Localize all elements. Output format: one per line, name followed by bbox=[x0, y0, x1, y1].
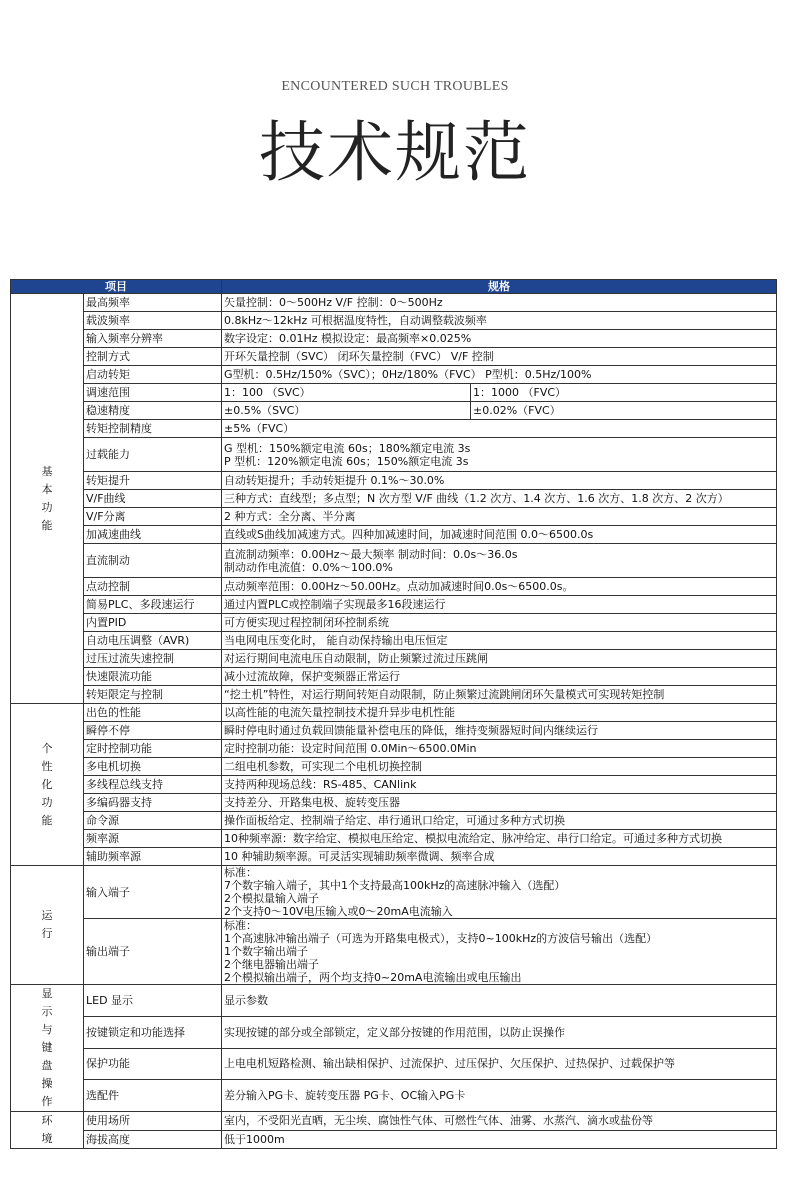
category-char: 作 bbox=[41, 1095, 53, 1108]
table-row bbox=[11, 776, 777, 794]
item-cell: 内置PID bbox=[84, 614, 222, 632]
item-cell: 瞬停不停 bbox=[84, 722, 222, 740]
table-row bbox=[11, 526, 777, 544]
spec-cell: 实现按键的部分或全部锁定，定义部分按键的作用范围，以防止误操作 bbox=[222, 1016, 777, 1048]
category-char: 境 bbox=[41, 1132, 53, 1145]
spec-cell: 瞬时停电时通过负载回馈能量补偿电压的降低，维持变频器短时间内继续运行 bbox=[222, 722, 777, 740]
item-cell: LED 显示 bbox=[84, 985, 222, 1017]
spec-line: 1个高速脉冲输出端子（可选为开路集电极式），支持0~100kHz的方波信号输出（选配） bbox=[224, 932, 658, 945]
spec-line: 1个数字输出端子 bbox=[224, 945, 308, 958]
spec-cell: 定时控制功能：设定时间范围 0.0Min～6500.0Min bbox=[222, 740, 777, 758]
spec-cell bbox=[222, 438, 777, 472]
category-char: 行 bbox=[41, 927, 53, 940]
header-spec: 规格 bbox=[222, 280, 777, 294]
table-row bbox=[11, 1048, 777, 1080]
category-char: 键 bbox=[41, 1041, 53, 1054]
spec-cell: 数字设定：0.01Hz 模拟设定：最高频率×0.025% bbox=[222, 330, 777, 348]
table-row bbox=[11, 330, 777, 348]
spec-line: 标准： bbox=[224, 919, 257, 932]
table-row bbox=[11, 650, 777, 668]
table-row bbox=[11, 438, 777, 472]
page-subtitle: ENCOUNTERED SUCH TROUBLES bbox=[281, 79, 509, 94]
item-cell: 多线程总线支持 bbox=[84, 776, 222, 794]
spec-cell: 直线或S曲线加减速方式。四种加减速时间，加减速时间范围 0.0～6500.0s bbox=[222, 526, 777, 544]
spec-cell: 三种方式：直线型；多点型；N 次方型 V/F 曲线（1.2 次方、1.4 次方、1.6 次方、1.8 次方、2 次方） bbox=[222, 490, 777, 508]
table-row bbox=[11, 614, 777, 632]
spec-cell: 点动频率范围：0.00Hz～50.00Hz。点动加减速时间0.0s～6500.0s。 bbox=[222, 578, 777, 596]
spec-cell bbox=[222, 866, 777, 919]
table-row bbox=[11, 544, 777, 578]
item-cell: 最高频率 bbox=[84, 294, 222, 312]
spec-cell: 操作面板给定、控制端子给定、串行通讯口给定，可通过多种方式切换 bbox=[222, 812, 777, 830]
spec-cell: 通过内置PLC或控制端子实现最多16段速运行 bbox=[222, 596, 777, 614]
category-char: 显 bbox=[41, 987, 53, 1000]
category-char: 化 bbox=[41, 777, 53, 791]
item-cell: V/F曲线 bbox=[84, 490, 222, 508]
table-row bbox=[11, 294, 777, 312]
spec-cell: 2 种方式：全分离、半分离 bbox=[222, 508, 777, 526]
table-row bbox=[11, 348, 777, 366]
table-row bbox=[11, 312, 777, 330]
spec-cell: 开环矢量控制（SVC） 闭环矢量控制（FVC） V/F 控制 bbox=[222, 348, 777, 366]
table-row bbox=[11, 366, 777, 384]
category-char: 示 bbox=[41, 1005, 53, 1018]
category-label bbox=[11, 985, 84, 1112]
table-row bbox=[11, 919, 777, 985]
header-item: 项目 bbox=[11, 280, 222, 294]
category-char: 运 bbox=[41, 909, 53, 922]
item-cell: 选配件 bbox=[84, 1080, 222, 1112]
table-row bbox=[11, 596, 777, 614]
spec-cell: 自动转矩提升；手动转矩提升 0.1%～30.0% bbox=[222, 472, 777, 490]
item-cell: 海拔高度 bbox=[84, 1130, 222, 1149]
category-char: 能 bbox=[41, 518, 53, 532]
spec-line: P 型机：120%额定电流 60s；150%额定电流 3s bbox=[224, 454, 469, 468]
item-cell: 点动控制 bbox=[84, 578, 222, 596]
table-row bbox=[11, 686, 777, 704]
table-row bbox=[11, 1080, 777, 1112]
category-char: 能 bbox=[41, 813, 53, 827]
spec-line: 2个模拟输出端子，两个均支持0~20mA电流输出或电压输出 bbox=[224, 971, 522, 984]
spec-cell: 矢量控制：0～500Hz V/F 控制：0～500Hz bbox=[222, 294, 777, 312]
table-row bbox=[11, 812, 777, 830]
spec-cell: 0.8kHz～12kHz 可根据温度特性，自动调整载波频率 bbox=[222, 312, 777, 330]
item-cell: V/F分离 bbox=[84, 508, 222, 526]
item-cell: 控制方式 bbox=[84, 348, 222, 366]
spec-cell-alt: ±0.02%（FVC） bbox=[471, 402, 777, 420]
spec-cell: 支持差分、开路集电极、旋转变压器 bbox=[222, 794, 777, 812]
category-label bbox=[11, 294, 84, 704]
item-cell: 多电机切换 bbox=[84, 758, 222, 776]
item-cell: 自动电压调整（AVR) bbox=[84, 632, 222, 650]
spec-cell: 二组电机参数，可实现二个电机切换控制 bbox=[222, 758, 777, 776]
spec-line: 直流制动频率：0.00Hz～最大频率 制动时间：0.0s～36.0s bbox=[224, 547, 518, 561]
table-row bbox=[11, 472, 777, 490]
category-label bbox=[11, 704, 84, 866]
category-char: 个 bbox=[41, 741, 53, 755]
spec-cell: 显示参数 bbox=[222, 985, 777, 1017]
item-cell: 出色的性能 bbox=[84, 704, 222, 722]
spec-line: G 型机：150%额定电流 60s；180%额定电流 3s bbox=[224, 441, 471, 455]
table-row bbox=[11, 758, 777, 776]
table-row bbox=[11, 508, 777, 526]
category-char: 环 bbox=[41, 1114, 53, 1127]
spec-cell: 室内，不受阳光直晒，无尘埃、腐蚀性气体、可燃性气体、油雾、水蒸汽、滴水或盐份等 bbox=[222, 1112, 777, 1131]
spec-line: 7个数字输入端子，其中1个支持最高100kHz的高速脉冲输入（选配） bbox=[224, 879, 566, 892]
spec-cell: ±5%（FVC） bbox=[222, 420, 777, 438]
table-row bbox=[11, 794, 777, 812]
table-row bbox=[11, 1130, 777, 1149]
spec-cell: 当电网电压变化时， 能自动保持输出电压恒定 bbox=[222, 632, 777, 650]
item-cell: 保护功能 bbox=[84, 1048, 222, 1080]
item-cell: 启动转矩 bbox=[84, 366, 222, 384]
item-cell: 输入频率分辨率 bbox=[84, 330, 222, 348]
category-label bbox=[11, 1112, 84, 1149]
spec-cell: 1：100 （SVC） bbox=[222, 384, 471, 402]
spec-table bbox=[10, 279, 777, 1149]
spec-cell: 支持两种现场总线：RS-485、CANlink bbox=[222, 776, 777, 794]
category-char: 盘 bbox=[41, 1059, 53, 1072]
category-char: 本 bbox=[41, 482, 53, 496]
item-cell: 输入端子 bbox=[84, 866, 222, 919]
item-cell: 转矩限定与控制 bbox=[84, 686, 222, 704]
table-row bbox=[11, 668, 777, 686]
table-row bbox=[11, 740, 777, 758]
spec-line: 标准： bbox=[224, 866, 257, 879]
spec-cell: 对运行期间电流电压自动限制，防止频繁过流过压跳闸 bbox=[222, 650, 777, 668]
spec-cell bbox=[222, 919, 777, 985]
category-label bbox=[11, 866, 84, 985]
table-row bbox=[11, 722, 777, 740]
spec-cell: ±0.5%（SVC） bbox=[222, 402, 471, 420]
spec-cell: 差分输入PG卡、旋转变压器 PG卡、OC输入PG卡 bbox=[222, 1080, 777, 1112]
table-row bbox=[11, 490, 777, 508]
table-row bbox=[11, 632, 777, 650]
item-cell: 转矩控制精度 bbox=[84, 420, 222, 438]
table-row bbox=[11, 420, 777, 438]
category-char: 功 bbox=[41, 795, 53, 809]
spec-cell: “挖土机”特性，对运行期间转矩自动限制，防止频繁过流跳闸闭环矢量模式可实现转矩控制 bbox=[222, 686, 777, 704]
item-cell: 命令源 bbox=[84, 812, 222, 830]
item-cell: 稳速精度 bbox=[84, 402, 222, 420]
item-cell: 过载能力 bbox=[84, 438, 222, 472]
table-header-row bbox=[11, 280, 777, 294]
category-char: 功 bbox=[41, 500, 53, 514]
table-row bbox=[11, 848, 777, 866]
item-cell: 直流制动 bbox=[84, 544, 222, 578]
spec-line: 2个模拟量输入端子 bbox=[224, 892, 319, 905]
table-row bbox=[11, 1112, 777, 1131]
spec-cell: 低于1000m bbox=[222, 1130, 777, 1149]
item-cell: 辅助频率源 bbox=[84, 848, 222, 866]
item-cell: 过压过流失速控制 bbox=[84, 650, 222, 668]
item-cell: 输出端子 bbox=[84, 919, 222, 985]
category-char: 性 bbox=[41, 759, 53, 773]
spec-line: 2个继电器输出端子 bbox=[224, 958, 319, 971]
category-char: 基 bbox=[41, 464, 53, 478]
spec-cell-alt: 1：1000 （FVC） bbox=[471, 384, 777, 402]
page-title: 技术规范 bbox=[259, 114, 531, 191]
item-cell: 按键锁定和功能选择 bbox=[84, 1016, 222, 1048]
item-cell: 载波频率 bbox=[84, 312, 222, 330]
item-cell: 加减速曲线 bbox=[84, 526, 222, 544]
table-row bbox=[11, 578, 777, 596]
spec-cell: 可方便实现过程控制闭环控制系统 bbox=[222, 614, 777, 632]
spec-cell: 10种频率源：数字给定、模拟电压给定、模拟电流给定、脉冲给定、串行口给定。可通过多种方式切换 bbox=[222, 830, 777, 848]
item-cell: 多编码器支持 bbox=[84, 794, 222, 812]
category-char: 与 bbox=[41, 1023, 53, 1036]
item-cell: 频率源 bbox=[84, 830, 222, 848]
item-cell: 调速范围 bbox=[84, 384, 222, 402]
spec-cell: 减小过流故障，保护变频器正常运行 bbox=[222, 668, 777, 686]
table-row bbox=[11, 384, 777, 402]
item-cell: 使用场所 bbox=[84, 1112, 222, 1131]
spec-line: 制动动作电流值：0.0%～100.0% bbox=[224, 560, 393, 574]
item-cell: 定时控制功能 bbox=[84, 740, 222, 758]
table-row bbox=[11, 1016, 777, 1048]
table-row bbox=[11, 866, 777, 919]
category-char: 操 bbox=[41, 1077, 53, 1090]
spec-cell: 上电电机短路检测、输出缺相保护、过流保护、过压保护、欠压保护、过热保护、过载保护等 bbox=[222, 1048, 777, 1080]
table-row bbox=[11, 402, 777, 420]
item-cell: 快速限流功能 bbox=[84, 668, 222, 686]
spec-cell: 以高性能的电流矢量控制技术提升异步电机性能 bbox=[222, 704, 777, 722]
spec-cell bbox=[222, 544, 777, 578]
spec-cell: G型机：0.5Hz/150%（SVC）；0Hz/180%（FVC） P型机：0.5Hz/100% bbox=[222, 366, 777, 384]
table-row bbox=[11, 704, 777, 722]
table-row bbox=[11, 985, 777, 1017]
spec-line: 2个支持0～10V电压输入或0～20mA电流输入 bbox=[224, 905, 453, 918]
table-row bbox=[11, 830, 777, 848]
item-cell: 转矩提升 bbox=[84, 472, 222, 490]
spec-cell: 10 种辅助频率源。可灵活实现辅助频率微调、频率合成 bbox=[222, 848, 777, 866]
item-cell: 简易PLC、多段速运行 bbox=[84, 596, 222, 614]
